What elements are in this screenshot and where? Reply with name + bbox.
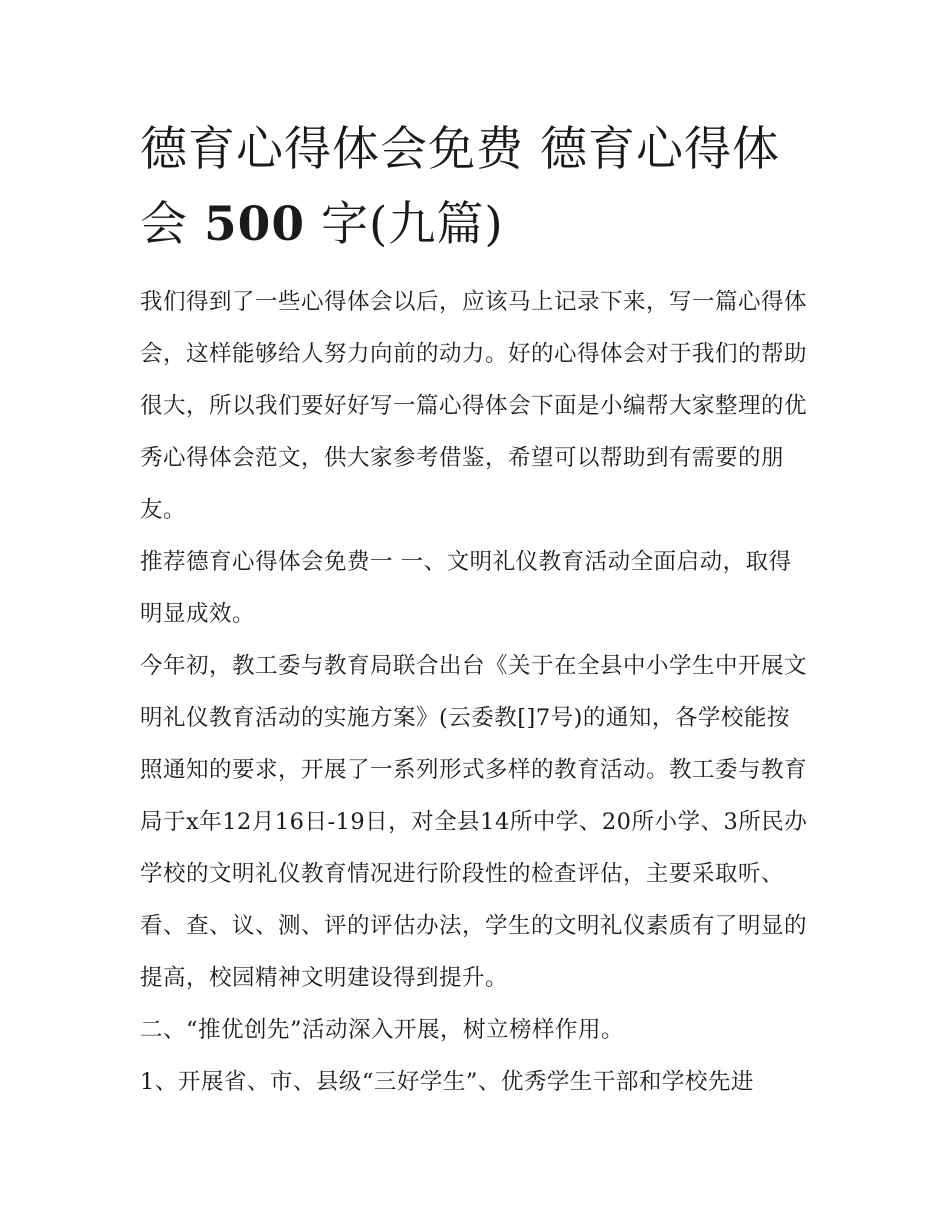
intro-paragraph: 我们得到了一些心得体会以后，应该马上记录下来，写一篇心得体会，这样能够给人努力向前的动力。好的心得体会对于我们的帮助很大，所以我们要好好写一篇心得体会下面是小编帮大家整理的优秀心得体会范文，供大家参考借鉴，希望可以帮助到有需要的朋友。 — [140, 289, 808, 523]
title-line-1: 德育心得体会免费 德育心得体 — [140, 122, 780, 177]
title-line-2-prefix: 会 — [140, 197, 188, 252]
title-line-2-suffix: 字(九篇) — [321, 197, 504, 252]
document-body — [140, 276, 812, 1108]
section-heading-2: 二、“推优创先”活动深入开展，树立榜样作用。 — [140, 1017, 625, 1043]
list-item: 1、开展省、市、县级“三好学生”、优秀学生干部和学校先进 — [140, 1069, 754, 1095]
section-heading-1: 推荐德育心得体会免费一 一、文明礼仪教育活动全面启动，取得明显成效。 — [140, 549, 792, 627]
title-line-2-number: 500 — [203, 197, 306, 252]
body-paragraph: 今年初，教工委与教育局联合出台《关于在全县中小学生中开展文明礼仪教育活动的实施方案》(云委教[]7号)的通知，各学校能按照通知的要求，开展了一系列形式多样的教育活动。教工委与教育局于x年12月16日-19日，对全县14所中学、20所小学、3所民办学校的文明礼仪教育情况进行阶段性的检查评估，主要采取听、看、查、议、测、评的评估办法，学生的文明礼仪素质有了明显的提高，校园精神文明建设得到提升。 — [140, 653, 808, 991]
document-title — [140, 112, 830, 262]
